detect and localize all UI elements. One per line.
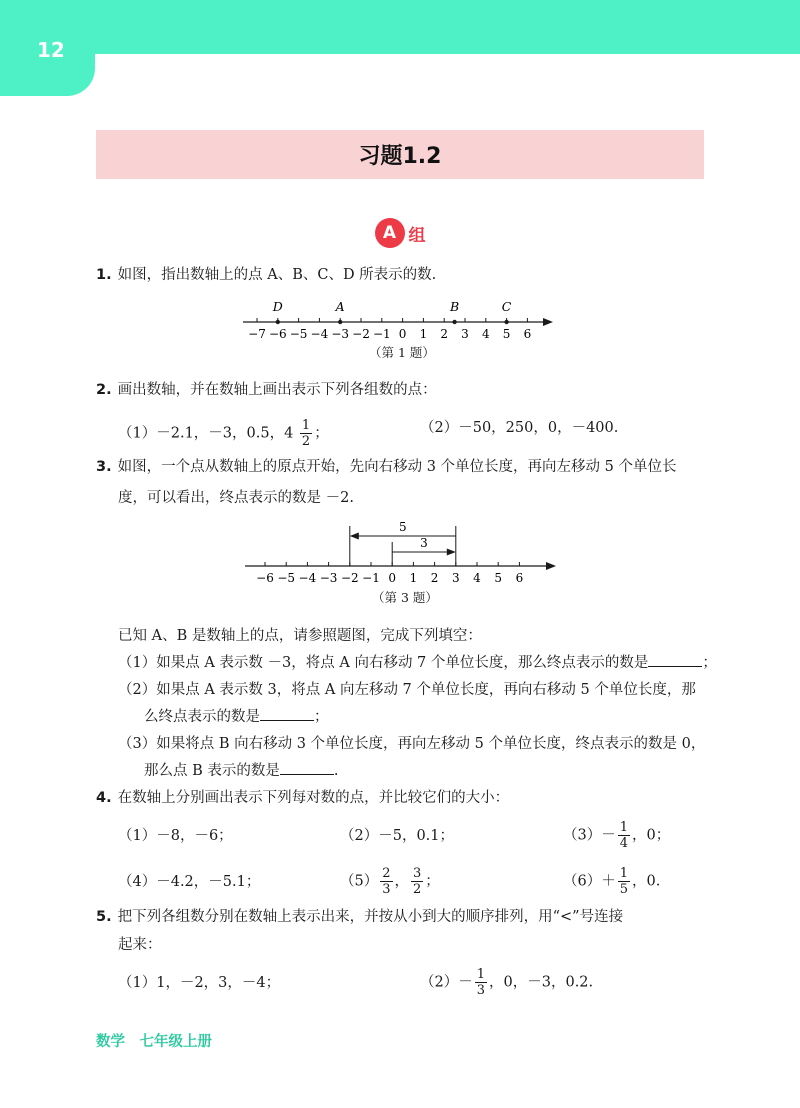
question-5-part-1: （1）1，－2，3，－4； [118,975,281,991]
tick-label: 0 [388,571,397,585]
axis-arrow [546,562,556,570]
exercise-title: 习题1.2 [358,144,442,169]
sub-end: ； [702,655,717,671]
tick-label: −4 [298,571,317,585]
question-5-part-2 [420,967,593,998]
part-text: ，0. [632,873,661,890]
fraction: $\frac{3}{2}$ [413,866,422,897]
fraction: $\frac{2}{3}$ [382,866,391,897]
point-dot [276,320,280,324]
move-arrow-short-label: 3 [420,536,428,550]
fraction: $\frac{1}{5}$ [619,866,629,897]
move-arrow-long-label: 5 [398,520,407,534]
question-2-part-1 [118,418,329,449]
fraction: $\frac{1}{2}$ [301,418,311,449]
tick-label: −7 [248,327,266,340]
tick-label: 5 [494,571,503,585]
exercise-title-box [96,130,704,179]
question-4-part-3 [563,820,670,851]
question-2 [96,380,437,400]
tick-label: 3 [461,327,469,340]
header-band [0,0,800,54]
question-4 [96,788,509,808]
question-text: 如图，指出数轴上的点 A、B、C、D 所表示的数. [117,267,437,283]
sub-text: 么终点表示的数是 [144,709,260,725]
question-2-part-2: （2）－50，250，0，－400. [420,420,619,436]
question-number: 1. [96,267,112,283]
question-3-sub-1 [118,653,717,673]
tick-label: 1 [409,571,418,585]
tick-label: 2 [440,327,449,340]
number-line-figure-3 [240,518,560,586]
part-text: －2.1，－3，0.5，4 [156,425,294,442]
footer-book-title: 数学 七年级上册 [96,1034,212,1050]
answer-blank[interactable] [260,707,314,721]
tick-label: 2 [430,571,439,585]
tick-label: −2 [340,571,359,585]
tick-label: −6 [268,327,287,340]
tick-label: 3 [451,571,460,585]
question-3-sub-3: （3）如果将点 B 向右移动 3 个单位长度，再向左移动 5 个单位长度，终点表示的数是 0， [118,736,706,752]
question-5 [96,907,623,927]
question-text: 把下列各组数分别在数轴上表示出来，并按从小到大的顺序排列，用“<”号连接 [117,909,624,925]
question-number: 2. [96,382,112,398]
point-label: C [501,299,512,314]
figure-caption-1: （第 1 题） [369,345,435,360]
question-3-sub-2-cont [144,707,329,727]
sub-text: 那么点 B 表示的数是 [144,763,280,779]
axis-arrow [543,318,553,326]
question-4-part-4: （4）－4.2，－5.1； [118,874,261,890]
question-number: 5. [96,909,112,925]
tick-label: −3 [331,327,350,340]
point-dot [504,320,508,324]
question-number: 4. [96,790,112,806]
part-text: （3）－ [563,827,616,844]
group-letter-badge: A [375,218,405,248]
sub-end: ； [314,709,329,725]
tick-label: −5 [277,571,296,585]
move-arrow-long-head [350,533,359,540]
move-arrow-short-head [447,549,456,556]
tick-label: 1 [419,327,428,340]
part-text: （5） [340,873,379,890]
part-text: ； [425,873,440,890]
question-text: 如图，一个点从数轴上的原点开始，先向右移动 3 个单位长度，再向左移动 5 个单位长 [117,459,677,475]
page-number: 12 [37,38,65,62]
figure-caption-3: （第 3 题） [372,590,438,605]
number-line-figure-1 [235,296,565,340]
point-label: B [450,299,460,314]
tick-label: 0 [398,327,407,340]
group-heading [0,218,800,248]
point-label: A [335,299,345,314]
part-text: ， [394,873,410,890]
question-4-part-6 [563,866,660,897]
part-end: ； [314,425,329,442]
question-text: 画出数轴，并在数轴上画出表示下列各组数的点： [117,382,437,398]
part-text: ，0； [632,827,671,844]
part-text: （2）－ [420,974,473,991]
tick-label: −3 [319,571,338,585]
question-1 [96,265,436,285]
group-label: 组 [408,225,426,246]
tick-label: −1 [362,571,380,585]
question-4-part-2: （2）－5，0.1； [340,828,455,844]
sub-text: （1）如果点 A 表示数 －3，将点 A 向右移动 7 个单位长度，那么终点表示的数是 [118,655,649,671]
tick-label: 4 [481,327,490,340]
question-3-line-2: 度，可以看出，终点表示的数是 －2. [118,490,354,506]
question-text: 在数轴上分别画出表示下列每对数的点，并比较它们的大小： [117,790,510,806]
point-dot [338,320,342,324]
fraction: $\frac{1}{3}$ [476,967,486,998]
tick-label: 6 [523,327,532,340]
point-label: D [272,299,283,314]
part-text: ，0，－3，0.2. [489,974,594,991]
tick-label: −1 [372,327,391,340]
question-3-sub-2: （2）如果点 A 表示数 3，将点 A 向左移动 7 个单位长度，再向右移动 5 个单位长度，那 [118,682,696,698]
tick-label: −5 [289,327,308,340]
question-4-part-1: （1）－8，－6； [118,828,233,844]
tick-label: −6 [256,571,274,585]
question-number: 3. [96,459,112,475]
question-5-line-2: 起来： [118,937,162,953]
part-label: （1） [118,425,157,442]
question-4-part-5 [340,866,440,897]
sub-end: . [333,763,339,779]
point-dot [452,320,456,324]
question-3-sub-3-cont [144,761,338,781]
fraction: $\frac{1}{4}$ [619,820,629,851]
tick-label: 6 [515,571,524,585]
answer-blank[interactable] [280,761,334,775]
tick-label: −4 [310,327,329,340]
answer-blank[interactable] [648,653,702,667]
question-3 [96,457,677,477]
tick-label: 4 [473,571,481,585]
tick-label: 5 [502,327,511,340]
question-3-intro: 已知 A、B 是数轴上的点，请参照题图，完成下列填空： [118,628,482,644]
tick-label: −2 [352,327,370,340]
part-text: （6）＋ [563,873,616,890]
